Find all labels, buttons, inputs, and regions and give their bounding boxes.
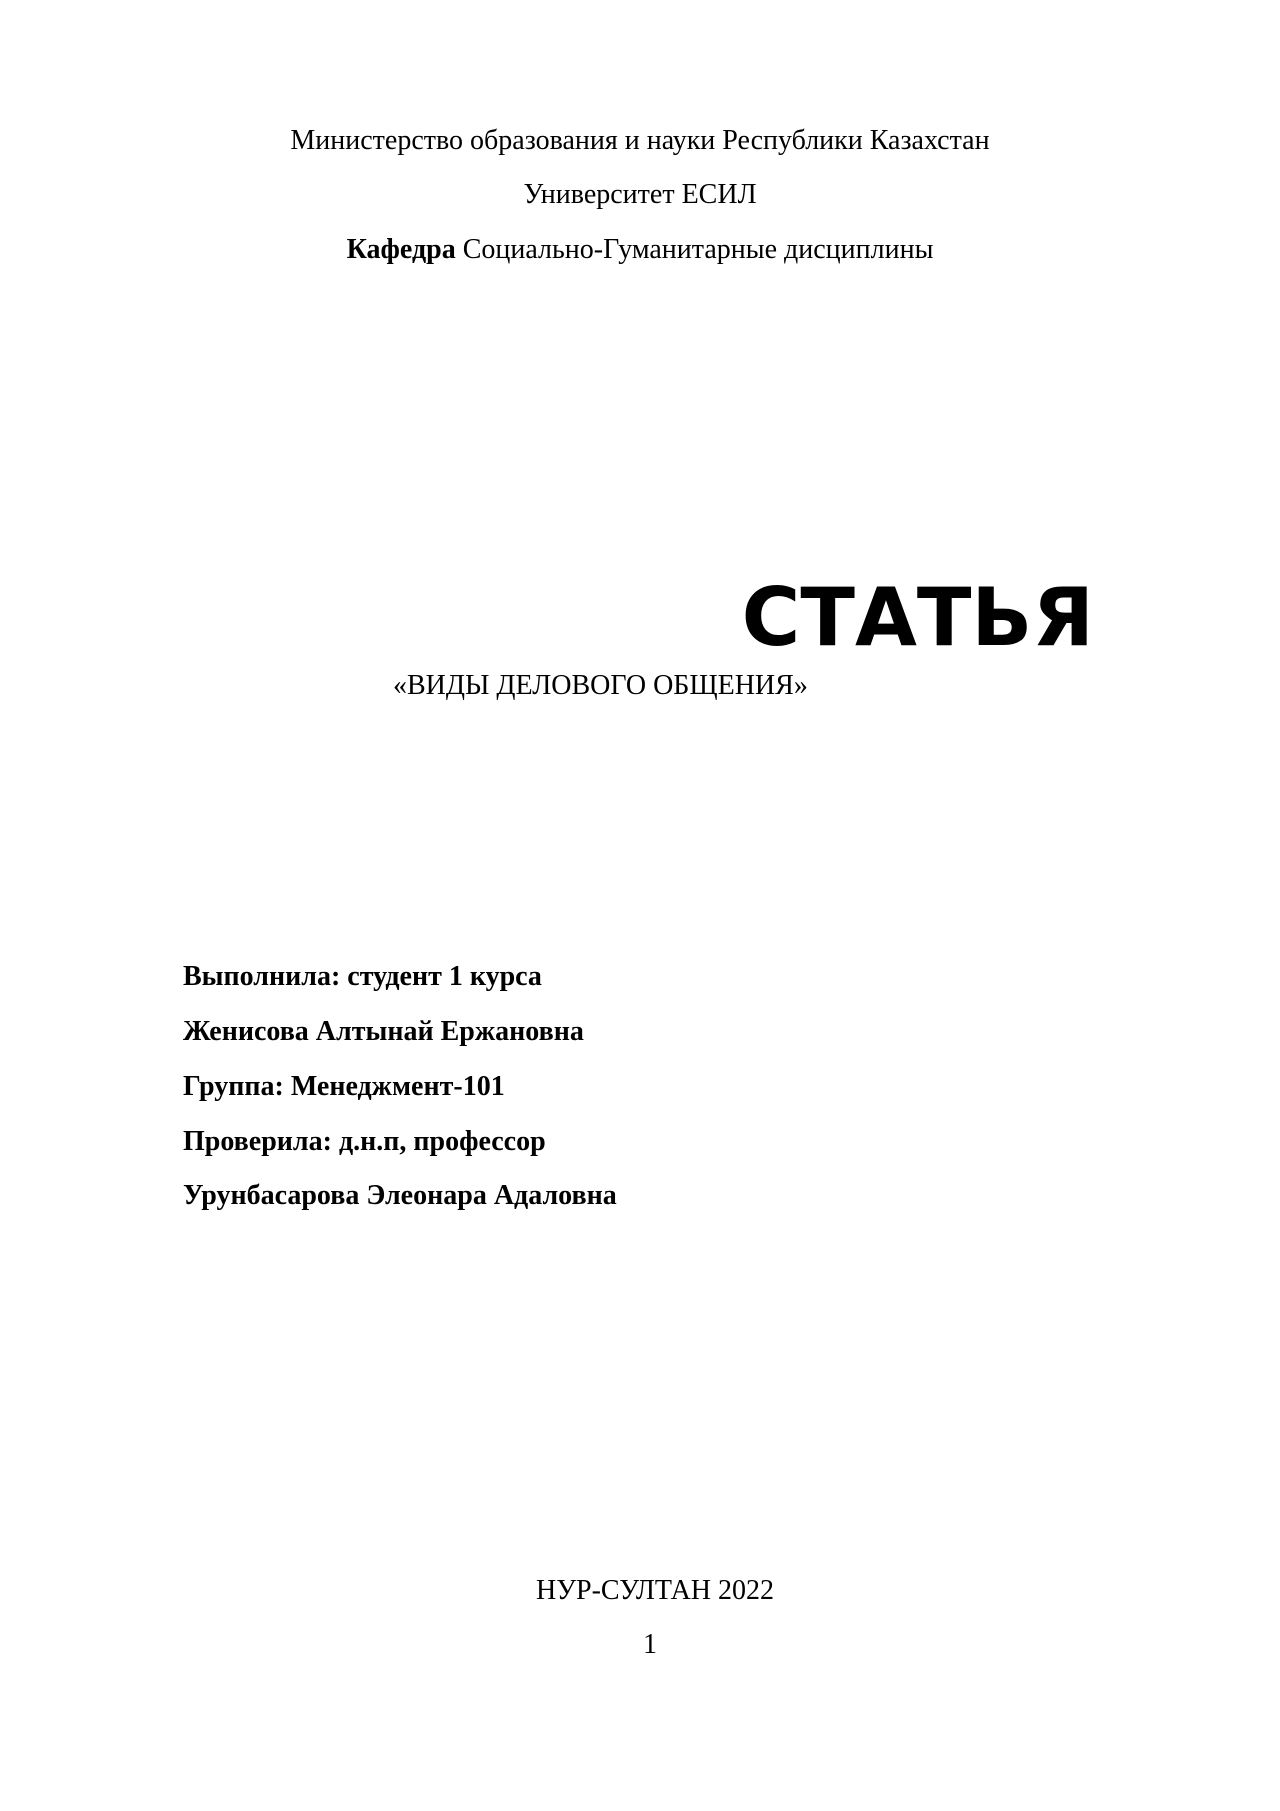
teacher-name-line: Урунбасарова Элеонара Адаловна (183, 1180, 617, 1211)
department-label: Кафедра (346, 234, 456, 265)
page-number: 1 (643, 1629, 657, 1660)
document-title: СТАТЬЯ (741, 571, 1094, 664)
university-line: Университет ЕСИЛ (523, 179, 757, 210)
student-name-line: Женисова Алтынай Ержановна (183, 1016, 584, 1047)
ministry-line: Министерство образования и науки Республики Казахстан (290, 125, 990, 156)
city-year-line: НУР-СУЛТАН 2022 (535, 1575, 775, 1606)
group-line: Группа: Менеджмент-101 (183, 1071, 505, 1102)
department-name: Социально-Гуманитарные дисциплины (455, 234, 934, 265)
department-line (0, 236, 1280, 264)
document-subtitle: «ВИДЫ ДЕЛОВОГО ОБЩЕНИЯ» (393, 670, 808, 701)
checked-by-line: Проверила: д.н.п, профессор (183, 1126, 546, 1157)
performed-by-line: Выполнила: студент 1 курса (183, 961, 542, 992)
